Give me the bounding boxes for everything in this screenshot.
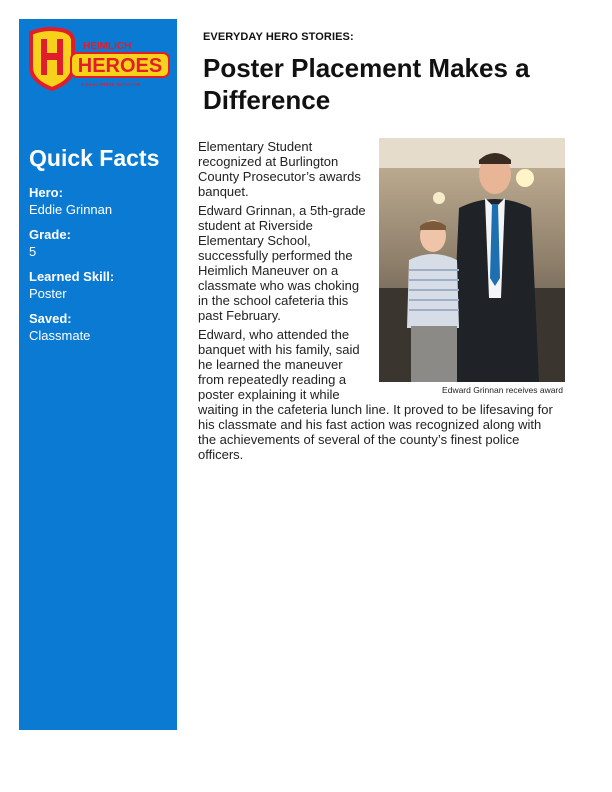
- story-headline: Poster Placement Makes a Difference: [203, 53, 530, 115]
- quick-facts-sidebar: [19, 19, 177, 730]
- fact-label-grade: Grade:: [29, 227, 71, 242]
- story-paragraph-1: Elementary Student recognized at Burlington County Prosecutor’s awards banquet.: [198, 139, 361, 199]
- story-paragraph-2: Edward Grinnan, a 5th-grade student at Riverside Elementary School, successfully performed the Heimlich Maneuver on a classmate who was choking in the school cafeteria this past February.: [198, 203, 366, 323]
- story-paragraph-3: Edward, who attended the banquet with his family, said he learned the maneuver from repeatedly reading a poster explaining it while waiting in the cafeteria lunch line. It proved to be lifesaving for his classmate and his fast action was recognized along with the achievements of several of the county’s finest police officers.: [198, 327, 553, 462]
- fact-value-hero: Eddie Grinnan: [29, 202, 113, 217]
- fact-label-hero: Hero:: [29, 185, 63, 200]
- story-body: [198, 139, 563, 466]
- award-photo-figure: [375, 138, 565, 396]
- fact-value-saved: Classmate: [29, 328, 91, 343]
- quick-facts-list: [29, 184, 174, 344]
- logo-tagline: A DEACONESS INITIATIVE: [81, 82, 141, 87]
- fact-label-skill: Learned Skill:: [29, 269, 115, 284]
- logo-main-word: HEROES: [77, 55, 163, 77]
- fact-value-skill: Poster: [29, 286, 67, 301]
- heimlich-heroes-logo: [27, 27, 173, 91]
- fact-value-grade: 5: [29, 244, 37, 259]
- award-photo: [379, 138, 565, 382]
- award-photo-caption: Edward Grinnan receives award: [442, 385, 563, 395]
- logo-top-word: HEIMLICH: [83, 41, 132, 52]
- story-kicker: EVERYDAY HERO STORIES:: [203, 31, 354, 43]
- quick-facts-title: Quick Facts: [29, 145, 160, 171]
- fact-label-saved: Saved:: [29, 311, 72, 326]
